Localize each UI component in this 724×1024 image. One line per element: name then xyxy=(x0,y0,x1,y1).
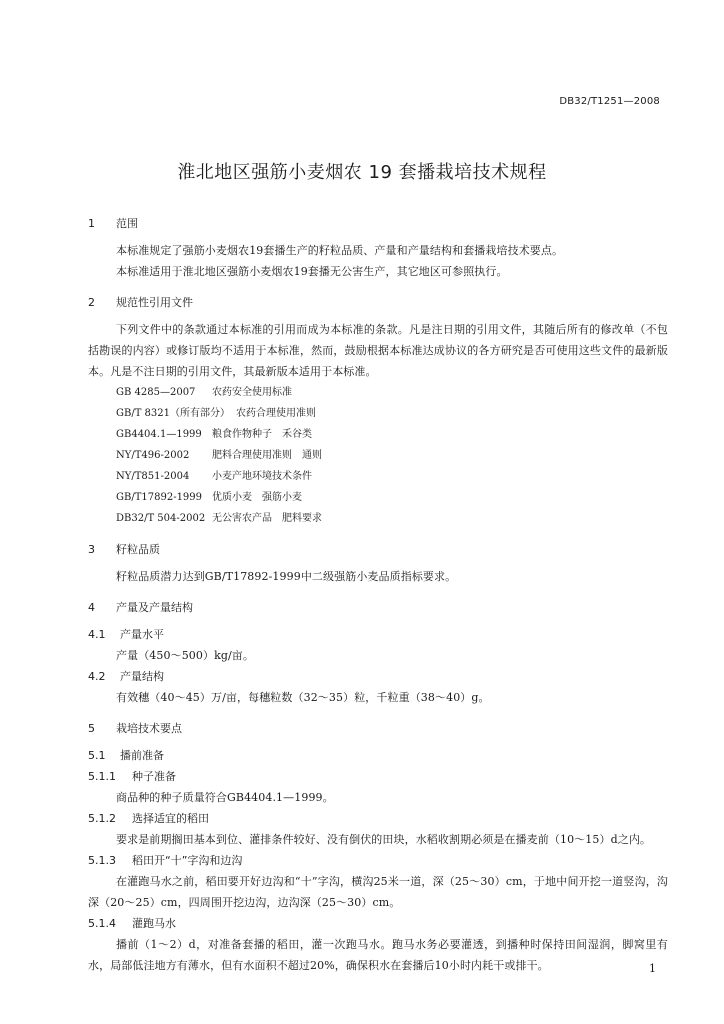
paragraph: 本标准规定了强筋小麦烟农19套播生产的籽粒品质、产量和产量结构和套播栽培技术要点。 xyxy=(116,244,564,257)
section-number: 2 xyxy=(88,296,95,309)
section-title: 籽粒品质 xyxy=(116,543,160,556)
subsection-title: 选择适宜的稻田 xyxy=(132,812,209,825)
subsection-5-1-2-heading xyxy=(88,808,668,829)
subsection-title: 灌跑马水 xyxy=(132,917,176,930)
reference-code: GB/T17892-1999 xyxy=(116,492,203,503)
subsection-title: 播前准备 xyxy=(120,749,164,762)
section-title: 规范性引用文件 xyxy=(116,296,193,309)
reference-item xyxy=(88,508,668,529)
subsection-5-1-4-heading xyxy=(88,913,668,934)
subsection-4-2-heading xyxy=(88,666,668,687)
paragraph: 下列文件中的条款通过本标准的引用而成为本标准的条款。凡是注日期的引用文件，其随后所有的修改单（不包括勘误的内容）或修订版均不适用于本标准，然而，鼓励根据本标准达成协议的各方研究是否可使用这些文件的最新版本。凡是不注日期的引用文件，其最新版本适用于本标准。 xyxy=(88,323,668,378)
paragraph: 籽粒品质潜力达到GB/T17892-1999中二级强筋小麦品质指标要求。 xyxy=(116,570,457,583)
section-4-heading xyxy=(88,597,668,618)
subsection-number: 5.1.3 xyxy=(88,854,116,867)
reference-item xyxy=(88,445,668,466)
subsection-5-1-3-heading xyxy=(88,850,668,871)
subsection-number: 5.1.4 xyxy=(88,917,116,930)
subsection-4-1-heading xyxy=(88,624,668,645)
reference-code: NY/T851-2004 xyxy=(116,471,190,482)
subsection-number: 5.1.2 xyxy=(88,812,116,825)
reference-code: GB/T 8321（所有部分） xyxy=(116,408,231,419)
subsection-5-1-1-heading xyxy=(88,766,668,787)
section-number: 5 xyxy=(88,722,95,735)
section-title: 范围 xyxy=(116,217,138,230)
subsection-title: 种子准备 xyxy=(132,770,176,783)
document-title: 淮北地区强筋小麦烟农 19 套播栽培技术规程 xyxy=(177,162,547,183)
document-body xyxy=(88,213,668,976)
reference-name: 粮食作物种子 禾谷类 xyxy=(212,429,312,440)
paragraph: 在灌跑马水之前，稻田要开好边沟和“十”字沟，横沟25米一道，深（25～30）cm，于地中间开挖一道竖沟，沟深（20～25）cm，四周围开挖边沟，边沟深（25～30）cm。 xyxy=(88,875,668,909)
reference-name: 无公害农产品 肥料要求 xyxy=(212,513,322,524)
reference-item xyxy=(88,466,668,487)
subsection-5-1-heading xyxy=(88,745,668,766)
paragraph: 要求是前期搁田基本到位、灌排条件较好、没有倒伏的田块，水稻收割期必须是在播麦前（10～15）d之内。 xyxy=(116,833,652,846)
reference-item xyxy=(88,424,668,445)
reference-code: NY/T496-2002 xyxy=(116,450,190,461)
paragraph: 商品种的种子质量符合GB4404.1—1999。 xyxy=(116,791,334,804)
reference-name: 肥料合理使用准则 通则 xyxy=(212,450,322,461)
reference-code: GB4404.1—1999 xyxy=(116,429,202,440)
reference-code: GB 4285—2007 xyxy=(116,387,196,398)
section-number: 1 xyxy=(88,217,95,230)
section-5-heading xyxy=(88,718,668,739)
section-1-heading xyxy=(88,213,668,234)
subsection-number: 4.1 xyxy=(88,628,106,641)
reference-name: 优质小麦 强筋小麦 xyxy=(212,492,302,503)
subsection-number: 5.1.1 xyxy=(88,770,116,783)
paragraph: 有效穗（40～45）万/亩，每穗粒数（32～35）粒，千粒重（38～40）g。 xyxy=(116,691,490,704)
subsection-title: 产量结构 xyxy=(120,670,164,683)
section-3-heading xyxy=(88,539,668,560)
subsection-title: 稻田开“十”字沟和边沟 xyxy=(132,854,243,867)
document-number: DB32/T1251—2008 xyxy=(559,96,660,107)
paragraph: 本标准适用于淮北地区强筋小麦烟农19套播无公害生产，其它地区可参照执行。 xyxy=(116,265,508,278)
subsection-number: 4.2 xyxy=(88,670,106,683)
paragraph: 播前（1～2）d，对准备套播的稻田，灌一次跑马水。跑马水务必要灌透，到播种时保持田间湿润，脚窝里有水，局部低洼地方有薄水，但有水面积不超过20%，确保积水在套播后10小时内耗干或排干。 xyxy=(88,938,668,972)
section-2-heading xyxy=(88,292,668,313)
section-number: 4 xyxy=(88,601,95,614)
reference-name: 农药合理使用准则 xyxy=(236,408,317,419)
reference-item xyxy=(88,487,668,508)
subsection-number: 5.1 xyxy=(88,749,106,762)
reference-name: 小麦产地环境技术条件 xyxy=(212,471,312,482)
section-title: 产量及产量结构 xyxy=(116,601,193,614)
reference-name: 农药安全使用标准 xyxy=(212,387,292,398)
page-number: 1 xyxy=(649,962,656,975)
section-number: 3 xyxy=(88,543,95,556)
subsection-title: 产量水平 xyxy=(120,628,164,641)
reference-code: DB32/T 504-2002 xyxy=(116,513,206,524)
reference-item xyxy=(88,403,668,424)
paragraph: 产量（450～500）kg/亩。 xyxy=(116,649,255,662)
section-title: 栽培技术要点 xyxy=(116,722,182,735)
reference-item xyxy=(88,382,668,403)
